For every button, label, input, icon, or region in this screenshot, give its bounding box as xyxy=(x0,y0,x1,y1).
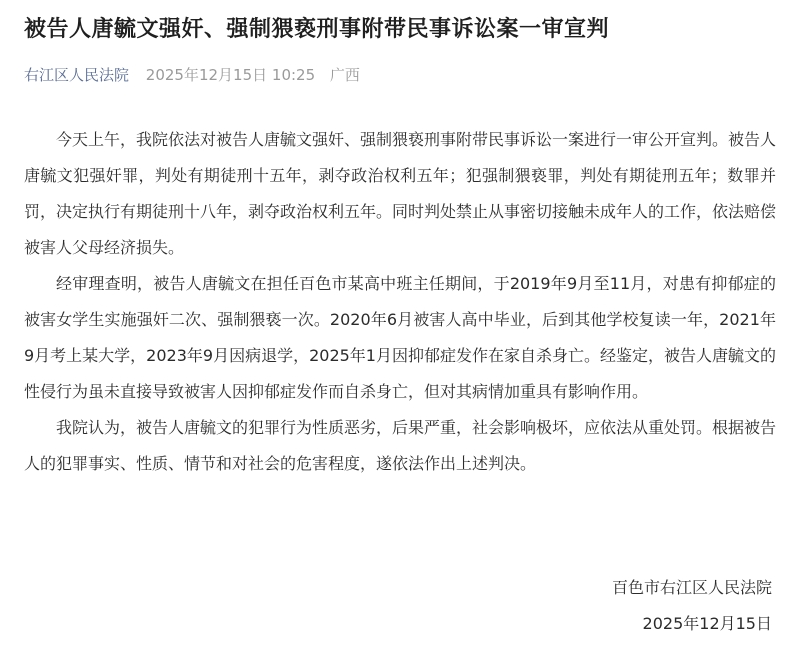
signature-date: 2025年12月15日 xyxy=(642,614,772,633)
paragraph: 我院认为，被告人唐毓文的犯罪行为性质恶劣，后果严重，社会影响极坏，应依法从重处罚。根据被告人的犯罪事实、性质、情节和对社会的危害程度，遂依法作出上述判决。 xyxy=(24,418,777,473)
signature-block xyxy=(612,570,772,642)
article-meta xyxy=(24,64,360,86)
article-title: 被告人唐毓文强奸、强制猥亵刑事附带民事诉讼案一审宣判 xyxy=(24,17,610,42)
paragraph: 今天上午，我院依法对被告人唐毓文强奸、强制猥亵刑事附带民事诉讼一案进行一审公开宣判。被告人唐毓文犯强奸罪，判处有期徒刑十五年，剥夺政治权利五年；犯强制猥亵罪，判处有期徒刑五年；数罪并罚，决定执行有期徒刑十八年，剥夺政治权利五年。同时判处禁止从事密切接触未成年人的工作，依法赔偿被害人父母经济损失。 xyxy=(24,130,777,257)
paragraph: 经审理查明，被告人唐毓文在担任百色市某高中班主任期间，于2019年9月至11月，对患有抑郁症的被害女学生实施强奸二次、强制猥亵一次。2020年6月被害人高中毕业，后到其他学校复读一年，2021年9月考上某大学，2023年9月因病退学，2025年1月因抑郁症发作在家自杀身亡。经鉴定，被告人唐毓文的性侵行为虽未直接导致被害人因抑郁症发作而自杀身亡，但对其病情加重具有影响作用。 xyxy=(24,274,776,401)
signature-org: 百色市右江区人民法院 xyxy=(611,578,772,597)
article-body xyxy=(24,122,776,482)
region-label: 广西 xyxy=(329,66,360,84)
publish-date: 2025年12月15日 10:25 xyxy=(145,66,316,84)
source-link[interactable]: 右江区人民法院 xyxy=(24,66,130,84)
